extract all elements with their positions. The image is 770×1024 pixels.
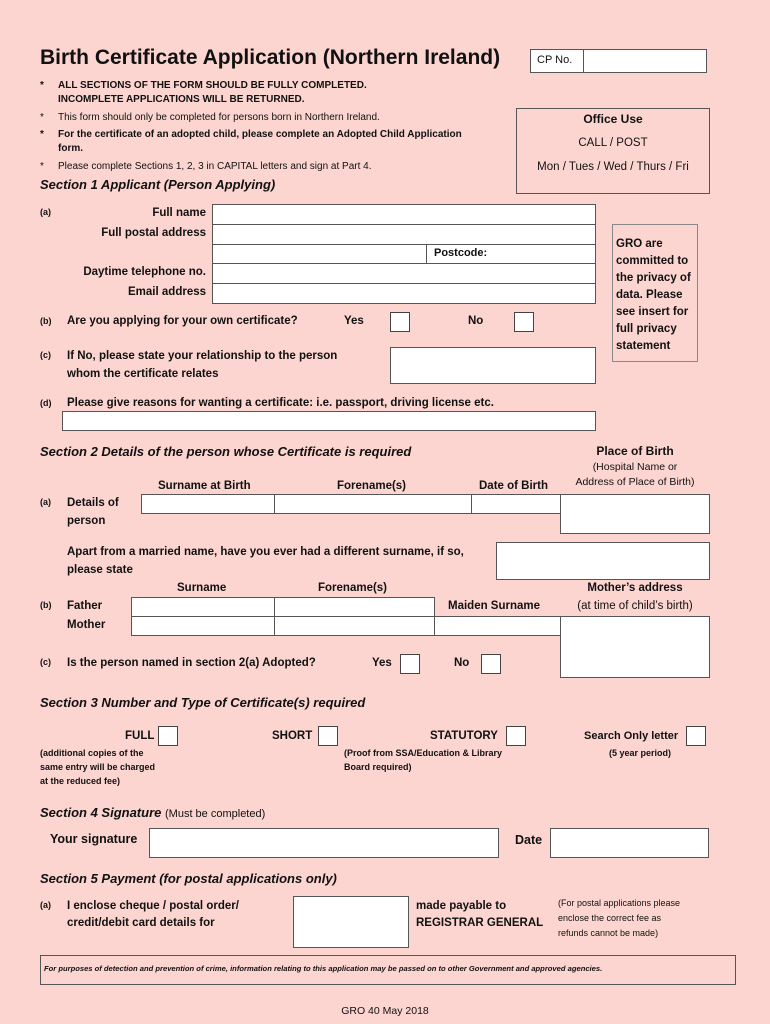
own-cert-no-label: No [468,315,484,327]
enclose-line1: I enclose cheque / postal order/ [67,900,239,912]
parent-forenames-label: Forename(s) [318,582,388,594]
surname-at-birth-input[interactable] [141,494,275,514]
father-forenames-input[interactable] [274,597,435,617]
payable-line1: made payable to [416,900,507,912]
postal-address-label: Full postal address [101,227,206,239]
adopted-yes-label: Yes [372,657,392,669]
different-surname-line2: please state [67,564,133,576]
office-use-title: Office Use [583,112,643,126]
instruction-3: * For the certificate of an adopted child, please complete an Adopted Child Application form. [40,129,462,154]
instruction-2: * This form should only be completed for persons born in Northern Ireland. [40,112,380,123]
s2-b-marker: (b) [40,600,52,610]
signature-date-input[interactable] [550,828,709,858]
father-surname-input[interactable] [131,597,275,617]
full-checkbox[interactable] [158,726,178,746]
adopted-question: Is the person named in section 2(a) Adopted? [67,657,316,669]
s5-a-marker: (a) [40,900,51,910]
full-note-line3: at the reduced fee) [40,776,121,786]
section3-title: Section 3 Number and Type of Certificate(s) required [40,695,366,710]
search-only-checkbox[interactable] [686,726,706,746]
mother-label: Mother [67,619,106,631]
section1-title: Section 1 Applicant (Person Applying) [40,177,276,192]
place-of-birth-hint2: Address of Place of Birth) [575,476,695,488]
adopted-no-label: No [454,657,470,669]
statutory-checkbox[interactable] [506,726,526,746]
postal-address-input-2[interactable] [212,244,427,264]
section4-title: Section 4 Signature (Must be completed) [40,805,266,820]
instruction-4: * Please complete Sections 1, 2, 3 in CAPITAL letters and sign at Part 4. [40,161,372,172]
office-use-box [516,108,710,194]
mother-maiden-surname-input[interactable] [434,616,561,636]
payment-note-line2: enclose the correct fee as [558,913,662,923]
section4-title-note: (Must be completed) [165,808,266,820]
form-reference: GRO 40 May 2018 [341,1005,429,1017]
email-label: Email address [128,286,206,298]
dob-label: Date of Birth [479,480,548,492]
place-of-birth-title: Place of Birth [596,444,674,458]
s1-a-marker: (a) [40,207,51,217]
details-of-person-line1: Details of [67,497,119,509]
relationship-input[interactable] [390,347,596,384]
statutory-note-line1: (Proof from SSA/Education & Library [344,748,503,758]
full-label: FULL [125,730,155,742]
payment-note-line1: (For postal applications please [558,898,681,908]
adopted-no-checkbox[interactable] [481,654,501,674]
s1-c-marker: (c) [40,350,51,360]
own-certificate-question: Are you applying for your own certificate? [67,315,298,327]
telephone-input[interactable] [212,263,596,284]
maiden-surname-label: Maiden Surname [448,600,541,612]
instruction-1: * ALL SECTIONS OF THE FORM SHOULD BE FULLY COMPLETED. INCOMPLETE APPLICATIONS WILL BE RETURNED. [40,80,367,105]
email-input[interactable] [212,283,596,304]
s1-d-marker: (d) [40,398,52,408]
surname-at-birth-label: Surname at Birth [158,480,251,492]
section5-title: Section 5 Payment (for postal applications only) [40,871,337,886]
mothers-address-input[interactable] [560,616,710,678]
mothers-address-hint: (at time of child’s birth) [577,600,693,612]
short-checkbox[interactable] [318,726,338,746]
adopted-yes-checkbox[interactable] [400,654,420,674]
signature-label: Your signature [50,832,138,846]
forenames-label: Forename(s) [337,480,407,492]
payment-note-line3: refunds cannot be made) [558,928,659,938]
payable-line2: REGISTRAR GENERAL [416,917,544,929]
mothers-address-title: Mother’s address [587,582,683,594]
s2-c-marker: (c) [40,657,51,667]
postcode-label: Postcode: [434,247,488,259]
mother-forenames-input[interactable] [274,616,435,636]
forenames-input[interactable] [274,494,472,514]
page-title: Birth Certificate Application (Northern Ireland) [40,46,501,69]
short-label: SHORT [272,730,313,742]
crime-notice-box [40,955,736,985]
full-name-input[interactable] [212,204,596,225]
postcode-input[interactable] [426,244,596,264]
s1-b-marker: (b) [40,316,52,326]
telephone-label: Daytime telephone no. [83,266,206,278]
own-cert-no-checkbox[interactable] [514,312,534,332]
search-only-label: Search Only letter [584,730,679,742]
cp-number-field[interactable] [584,50,706,72]
crime-notice: For purposes of detection and prevention of crime, information relating to this application may be passed on to other Government and approved agencies. [44,964,603,973]
statutory-label: STATUTORY [430,730,498,742]
place-of-birth-input[interactable] [560,494,710,534]
own-cert-yes-checkbox[interactable] [390,312,410,332]
different-surname-input[interactable] [496,542,710,580]
office-use-call-post: CALL / POST [578,137,648,149]
mother-surname-input[interactable] [131,616,275,636]
cp-number-box [530,49,707,73]
father-label: Father [67,600,103,612]
statutory-note-line2: Board required) [344,762,412,772]
date-label: Date [515,833,543,847]
signature-input[interactable] [149,828,499,858]
section2-title: Section 2 Details of the person whose Certificate is required [40,444,412,459]
different-surname-line1: Apart from a married name, have you ever had a different surname, if so, [67,546,464,558]
dob-input[interactable] [471,494,561,514]
s2-a-marker: (a) [40,497,51,507]
relationship-label-line1: If No, please state your relationship to the person [67,350,338,362]
details-of-person-line2: person [67,515,106,527]
cp-label: CP No. [537,54,573,66]
search-only-note: (5 year period) [609,748,672,758]
payment-amount-input[interactable] [293,896,409,948]
place-of-birth-hint1: (Hospital Name or [592,461,678,473]
full-note-line1: (additional copies of the [40,748,144,758]
own-cert-yes-label: Yes [344,315,364,327]
postal-address-input-1[interactable] [212,224,596,245]
reasons-input[interactable] [62,411,596,431]
full-name-label: Full name [152,207,206,219]
office-use-days: Mon / Tues / Wed / Thurs / Fri [537,161,689,173]
full-note-line2: same entry will be charged [40,762,156,772]
enclose-line2: credit/debit card details for [67,917,215,929]
relationship-label-line2: whom the certificate relates [67,368,219,380]
reasons-label: Please give reasons for wanting a certificate: i.e. passport, driving license etc. [67,397,494,409]
parent-surname-label: Surname [177,582,227,594]
privacy-note: GRO are committed to the privacy of data. Please see insert for full privacy statement [612,224,698,362]
